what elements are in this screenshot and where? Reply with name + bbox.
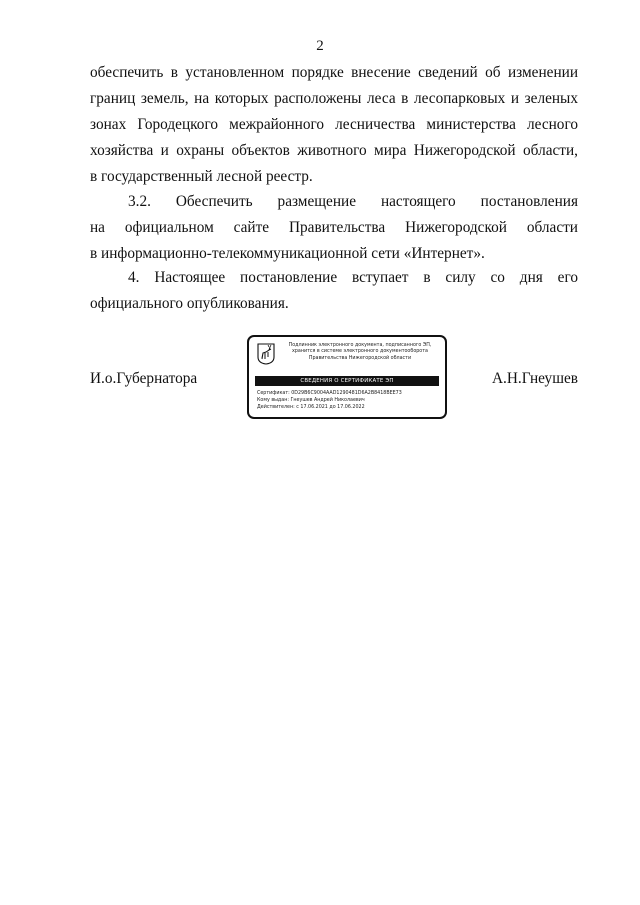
- signatory-name: А.Н.Гнеушев: [491, 370, 578, 387]
- stamp-validity: Действителен: с 17.06.2021 до 17.06.2022: [257, 405, 365, 410]
- stamp-certificate-number: Сертификат: 0D29B6C9004AAD1290481D6A2B8418BEE73: [257, 391, 402, 396]
- stamp-issued-to: Кому выдан: Гнеушев Андрей Николаевич: [257, 398, 365, 403]
- paragraph-4: [90, 265, 578, 317]
- text-line: официального опубликования.: [90, 295, 289, 312]
- paragraph-continuation: [90, 60, 578, 190]
- text-line: 4. Настоящее постановление вступает в силу со дня его: [128, 269, 578, 286]
- deer-emblem-icon: [257, 343, 275, 365]
- electronic-signature-stamp: [247, 335, 447, 419]
- stamp-header-line: хранится в системе электронного документооборота: [292, 349, 428, 355]
- page-number: 2: [316, 38, 324, 54]
- text-line: в государственный лесной реестр.: [90, 168, 313, 185]
- text-line: обеспечить в установленном порядке внесение сведений об изменении: [90, 64, 578, 81]
- text-line: 3.2. Обеспечить размещение настоящего постановления: [128, 193, 578, 210]
- stamp-header: [279, 343, 441, 362]
- signatory-role: И.о.Губернатора: [90, 370, 198, 387]
- text-line: хозяйства и охраны объектов животного мира Нижегородской области,: [90, 142, 578, 159]
- text-line: зонах Городецкого межрайонного лесничества министерства лесного: [90, 116, 578, 133]
- text-line: границ земель, на которых расположены леса в лесопарковых и зеленых: [90, 90, 578, 107]
- text-line: на официальном сайте Правительства Нижегородской области: [90, 219, 578, 236]
- stamp-header-line: Правительства Нижегородской области: [308, 355, 412, 361]
- stamp-header-line: Подлинник электронного документа, подписанного ЭП,: [288, 343, 432, 348]
- text-line: в информационно-телекоммуникационной сети «Интернет».: [90, 245, 485, 262]
- stamp-certificate-title: СВЕДЕНИЯ О СЕРТИФИКАТЕ ЭП: [255, 376, 439, 386]
- stamp-certificate-info: [257, 390, 443, 411]
- paragraph-3-2: [90, 189, 578, 267]
